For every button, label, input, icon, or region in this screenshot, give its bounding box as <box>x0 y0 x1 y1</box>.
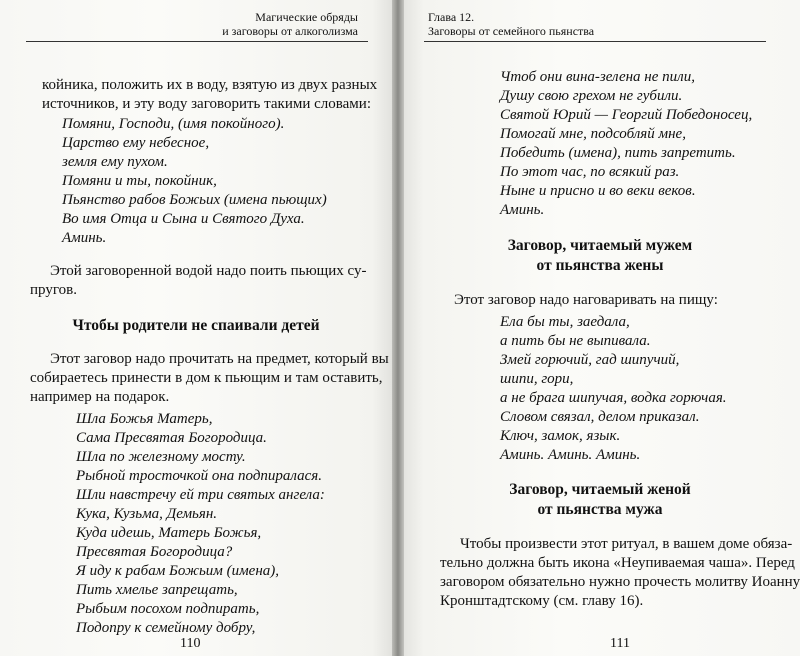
book-gutter <box>392 0 404 656</box>
section-heading: от пьянства мужа <box>537 501 663 518</box>
section-heading: Заговор, читаемый мужем <box>507 237 693 254</box>
body-line: койника, положить их в воду, взятую из двух разных <box>42 77 378 93</box>
verse-line: Аминь. Аминь. Аминь. <box>500 447 641 463</box>
header-line: Глава 12. <box>428 10 475 24</box>
verse-line: Царство ему небесное, <box>62 135 210 151</box>
verse-line: Шла Божья Матерь, <box>76 411 213 427</box>
verse-line: Пить хмелье запрещать, <box>76 582 238 598</box>
verse-line: Словом связал, делом приказал. <box>500 409 700 425</box>
verse-line: Шла по железному мосту. <box>76 449 246 465</box>
verse-line: Кука, Кузьма, Демьян. <box>76 506 218 522</box>
verse-line: Во имя Отца и Сына и Святого Духа. <box>62 211 305 227</box>
verse-line: Аминь. <box>500 202 545 218</box>
section-heading: Чтобы родители не спаивали детей <box>72 317 320 334</box>
body-line: тельно должна быть икона «Неупиваемая чаша». Перед <box>440 555 795 571</box>
section-heading: от пьянства жены <box>536 257 664 274</box>
verse-line: шипи, гори, <box>500 371 574 387</box>
running-header-left <box>222 10 358 38</box>
verse-line: По этот час, по всякий раз. <box>500 164 680 180</box>
verse-line: а не брага шипучая, водка горючая. <box>500 390 727 406</box>
verse-line: Я иду к рабам Божьим (имена), <box>76 563 280 579</box>
header-line: Заговоры от семейного пьянства <box>428 24 595 38</box>
running-header-right <box>428 10 594 38</box>
body-line: например на подарок. <box>30 389 170 405</box>
page-number: 110 <box>180 636 201 651</box>
body-line: источников, и эту воду заговорить такими словами: <box>42 96 371 112</box>
verse-line: Помяни и ты, покойник, <box>62 173 217 189</box>
verse-line: а пить бы не выпивала. <box>500 333 651 349</box>
verse-line: Ныне и присно и во веки веков. <box>500 183 696 199</box>
verse-line: Пьянство рабов Божьих (имена пьющих) <box>62 192 327 208</box>
right-page <box>404 0 800 656</box>
verse-line: Душу свою грехом не губили. <box>500 88 683 104</box>
header-line: и заговоры от алкоголизма <box>222 24 358 38</box>
verse-line: Святой Юрий — Георгий Победоносец, <box>500 107 753 123</box>
verse-line: Победить (имена), пить запретить. <box>500 145 736 161</box>
body-line: Этот заговор надо прочитать на предмет, который вы <box>50 351 389 367</box>
body-line: собираетесь принести в дом к пьющим и там оставить, <box>30 370 383 386</box>
header-rule <box>424 41 766 42</box>
verse-line: земля ему пухом. <box>62 154 168 170</box>
body-line: заговором обязательно нужно прочесть молитву Иоанну <box>440 574 800 590</box>
verse-line: Пресвятая Богородица? <box>76 544 233 560</box>
body-line: Этой заговоренной водой надо поить пьющих су- <box>50 263 367 279</box>
header-rule <box>26 41 368 42</box>
body-line: Кронштадтскому (см. главу 16). <box>440 593 644 609</box>
verse-line: Рыбной тросточкой она подпиралася. <box>76 468 323 484</box>
verse-line: Ела бы ты, заедала, <box>500 314 630 330</box>
verse-line: Чтоб они вина-зелена не пили, <box>500 69 695 85</box>
verse-line: Ключ, замок, язык. <box>500 428 621 444</box>
verse-line: Куда идешь, Матерь Божья, <box>76 525 262 541</box>
section-heading: Заговор, читаемый женой <box>509 481 691 498</box>
left-page <box>0 0 392 656</box>
verse-line: Шли навстречу ей три святых ангела: <box>76 487 325 503</box>
verse-line: Рыбьим посохом подпирать, <box>76 601 260 617</box>
verse-line: Змей горючий, гад шипучий, <box>500 352 680 368</box>
header-line: Магические обряды <box>255 10 358 24</box>
verse-line: Помяни, Господи, (имя покойного). <box>62 116 285 132</box>
body-line: Этот заговор надо наговаривать на пищу: <box>454 292 718 308</box>
verse-line: Сама Пресвятая Богородица. <box>76 430 267 446</box>
body-line: Чтобы произвести этот ритуал, в вашем доме обяза- <box>460 536 793 552</box>
page-number: 111 <box>610 636 630 651</box>
verse-line: Аминь. <box>62 230 107 246</box>
body-line: пругов. <box>30 282 77 298</box>
verse-line: Подопру к семейному добру, <box>76 620 256 636</box>
verse-line: Помогай мне, подсобляй мне, <box>500 126 686 142</box>
